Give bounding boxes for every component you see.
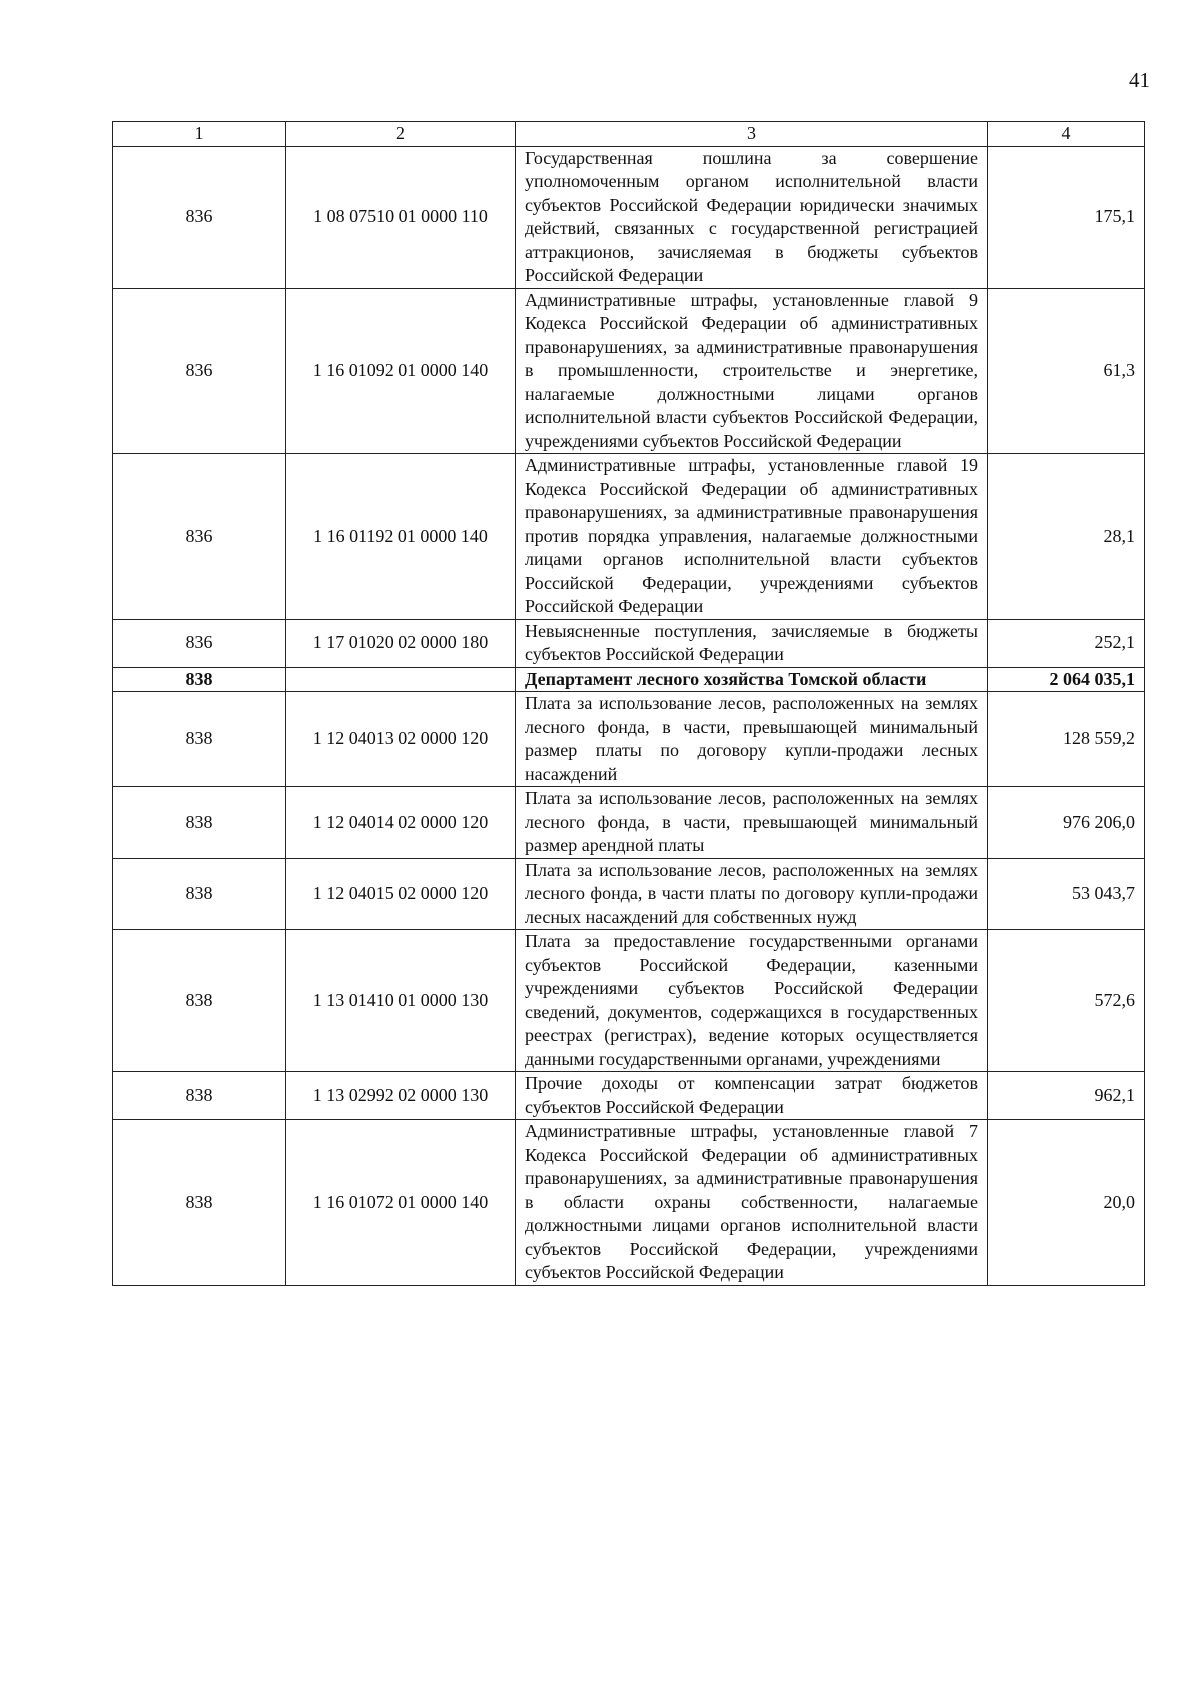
column-number-3: 3 — [516, 122, 988, 147]
revenue-code-cell: 1 12 04015 02 0000 120 — [286, 858, 516, 930]
amount-cell: 572,6 — [988, 930, 1145, 1072]
admin-code-cell: 838 — [113, 930, 286, 1072]
revenue-table — [112, 121, 1145, 1286]
admin-code-cell: 838 — [113, 667, 286, 692]
amount-cell: 61,3 — [988, 288, 1145, 454]
revenue-name-cell: Административные штрафы, установленные главой 9 Кодекса Российской Федерации об административных правонарушениях, за административные правонарушения в промышленности, строительстве и энергетике, налагаемые должностными лицами органов исполнительной власти субъектов Российской Федерации, учреждениями субъектов Российской Федерации — [516, 288, 988, 454]
revenue-code-cell: 1 13 02992 02 0000 130 — [286, 1072, 516, 1120]
table-row — [113, 619, 1145, 667]
table-row — [113, 1072, 1145, 1120]
admin-code-cell: 838 — [113, 1120, 286, 1286]
admin-code-cell: 836 — [113, 146, 286, 288]
table-row — [113, 288, 1145, 454]
column-number-4: 4 — [988, 122, 1145, 147]
admin-code-cell: 836 — [113, 288, 286, 454]
revenue-code-cell: 1 16 01092 01 0000 140 — [286, 288, 516, 454]
amount-cell: 28,1 — [988, 454, 1145, 620]
table-row — [113, 787, 1145, 859]
page-number: 41 — [1129, 68, 1150, 92]
department-total-cell: 2 064 035,1 — [988, 667, 1145, 692]
revenue-name-cell: Административные штрафы, установленные главой 19 Кодекса Российской Федерации об административных правонарушениях, за административные правонарушения против порядка управления, налагаемые должностными лицами органов исполнительной власти субъектов Российской Федерации, учреждениями субъектов Российской Федерации — [516, 454, 988, 620]
column-number-2: 2 — [286, 122, 516, 147]
revenue-name-cell: Плата за использование лесов, расположенных на землях лесного фонда, в части платы по договору купли-продажи лесных насаждений для собственных нужд — [516, 858, 988, 930]
revenue-code-cell: 1 16 01192 01 0000 140 — [286, 454, 516, 620]
revenue-code-cell — [286, 667, 516, 692]
table-row — [113, 454, 1145, 620]
revenue-code-cell: 1 08 07510 01 0000 110 — [286, 146, 516, 288]
table-row — [113, 146, 1145, 288]
amount-cell: 252,1 — [988, 619, 1145, 667]
table-row — [113, 858, 1145, 930]
revenue-code-cell: 1 12 04013 02 0000 120 — [286, 692, 516, 787]
admin-code-cell: 836 — [113, 454, 286, 620]
revenue-code-cell: 1 16 01072 01 0000 140 — [286, 1120, 516, 1286]
table-row — [113, 692, 1145, 787]
amount-cell: 20,0 — [988, 1120, 1145, 1286]
admin-code-cell: 838 — [113, 787, 286, 859]
department-row — [113, 667, 1145, 692]
admin-code-cell: 838 — [113, 858, 286, 930]
admin-code-cell: 838 — [113, 1072, 286, 1120]
revenue-name-cell: Прочие доходы от компенсации затрат бюджетов субъектов Российской Федерации — [516, 1072, 988, 1120]
revenue-code-cell: 1 17 01020 02 0000 180 — [286, 619, 516, 667]
admin-code-cell: 838 — [113, 692, 286, 787]
amount-cell: 976 206,0 — [988, 787, 1145, 859]
revenue-code-cell: 1 13 01410 01 0000 130 — [286, 930, 516, 1072]
admin-code-cell: 836 — [113, 619, 286, 667]
revenue-code-cell: 1 12 04014 02 0000 120 — [286, 787, 516, 859]
column-number-1: 1 — [113, 122, 286, 147]
column-number-row — [113, 122, 1145, 147]
table-row — [113, 930, 1145, 1072]
amount-cell: 175,1 — [988, 146, 1145, 288]
revenue-name-cell: Плата за использование лесов, расположенных на землях лесного фонда, в части, превышающей минимальный размер платы по договору купли-продажи лесных насаждений — [516, 692, 988, 787]
table-row — [113, 1120, 1145, 1286]
amount-cell: 53 043,7 — [988, 858, 1145, 930]
department-name-cell: Департамент лесного хозяйства Томской области — [516, 667, 988, 692]
amount-cell: 128 559,2 — [988, 692, 1145, 787]
revenue-name-cell: Административные штрафы, установленные главой 7 Кодекса Российской Федерации об административных правонарушениях, за административные правонарушения в области охраны собственности, налагаемые должностными лицами органов исполнительной власти субъектов Российской Федерации, учреждениями субъектов Российской Федерации — [516, 1120, 988, 1286]
revenue-name-cell: Государственная пошлина за совершение уполномоченным органом исполнительной власти субъектов Российской Федерации юридически значимых действий, связанных с государственной регистрацией аттракционов, зачисляемая в бюджеты субъектов Российской Федерации — [516, 146, 988, 288]
revenue-name-cell: Плата за использование лесов, расположенных на землях лесного фонда, в части, превышающей минимальный размер арендной платы — [516, 787, 988, 859]
revenue-name-cell: Плата за предоставление государственными органами субъектов Российской Федерации, казенными учреждениями субъектов Российской Федерации сведений, документов, содержащихся в государственных реестрах (регистрах), ведение которых осуществляется данными государственными органами, учреждениями — [516, 930, 988, 1072]
amount-cell: 962,1 — [988, 1072, 1145, 1120]
revenue-name-cell: Невыясненные поступления, зачисляемые в бюджеты субъектов Российской Федерации — [516, 619, 988, 667]
